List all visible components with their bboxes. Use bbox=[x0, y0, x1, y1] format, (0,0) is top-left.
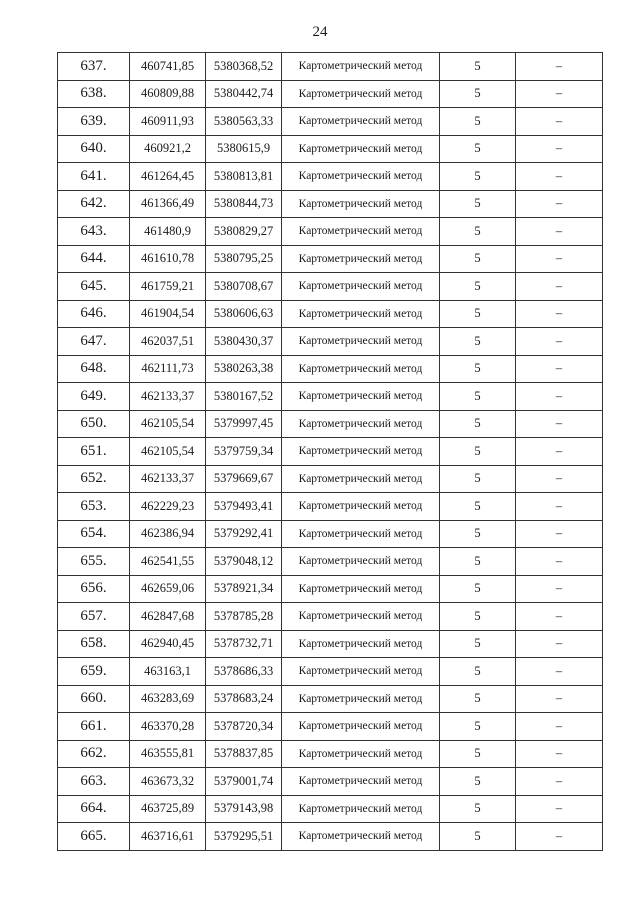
point-number-cell: 640. bbox=[58, 135, 130, 163]
y-coordinate-cell: 5380368,52 bbox=[206, 53, 282, 81]
y-coordinate-cell: 5380795,25 bbox=[206, 245, 282, 273]
point-number-cell: 652. bbox=[58, 465, 130, 493]
table-row bbox=[58, 630, 603, 658]
y-coordinate-cell: 5379997,45 bbox=[206, 410, 282, 438]
note-cell: – bbox=[516, 300, 603, 328]
x-coordinate-cell: 461610,78 bbox=[130, 245, 206, 273]
y-coordinate-cell: 5380442,74 bbox=[206, 80, 282, 108]
method-cell: Картометрический метод bbox=[282, 273, 440, 301]
method-cell: Картометрический метод bbox=[282, 245, 440, 273]
y-coordinate-cell: 5379143,98 bbox=[206, 795, 282, 823]
y-coordinate-cell: 5379292,41 bbox=[206, 520, 282, 548]
y-coordinate-cell: 5378921,34 bbox=[206, 575, 282, 603]
method-cell: Картометрический метод bbox=[282, 713, 440, 741]
x-coordinate-cell: 460741,85 bbox=[130, 53, 206, 81]
method-cell: Картометрический метод bbox=[282, 53, 440, 81]
accuracy-cell: 5 bbox=[440, 795, 516, 823]
y-coordinate-cell: 5380563,33 bbox=[206, 108, 282, 136]
note-cell: – bbox=[516, 108, 603, 136]
point-number-cell: 660. bbox=[58, 685, 130, 713]
x-coordinate-cell: 462659,06 bbox=[130, 575, 206, 603]
x-coordinate-cell: 460921,2 bbox=[130, 135, 206, 163]
x-coordinate-cell: 462229,23 bbox=[130, 493, 206, 521]
note-cell: – bbox=[516, 218, 603, 246]
method-cell: Картометрический метод bbox=[282, 740, 440, 768]
x-coordinate-cell: 463283,69 bbox=[130, 685, 206, 713]
y-coordinate-cell: 5378732,71 bbox=[206, 630, 282, 658]
accuracy-cell: 5 bbox=[440, 465, 516, 493]
note-cell: – bbox=[516, 603, 603, 631]
method-cell: Картометрический метод bbox=[282, 493, 440, 521]
accuracy-cell: 5 bbox=[440, 823, 516, 851]
point-number-cell: 646. bbox=[58, 300, 130, 328]
method-cell: Картометрический метод bbox=[282, 630, 440, 658]
accuracy-cell: 5 bbox=[440, 548, 516, 576]
accuracy-cell: 5 bbox=[440, 245, 516, 273]
table-row bbox=[58, 383, 603, 411]
point-number-cell: 661. bbox=[58, 713, 130, 741]
point-number-cell: 644. bbox=[58, 245, 130, 273]
method-cell: Картометрический метод bbox=[282, 795, 440, 823]
note-cell: – bbox=[516, 713, 603, 741]
method-cell: Картометрический метод bbox=[282, 658, 440, 686]
note-cell: – bbox=[516, 80, 603, 108]
point-number-cell: 641. bbox=[58, 163, 130, 191]
point-number-cell: 642. bbox=[58, 190, 130, 218]
accuracy-cell: 5 bbox=[440, 163, 516, 191]
accuracy-cell: 5 bbox=[440, 135, 516, 163]
point-number-cell: 647. bbox=[58, 328, 130, 356]
x-coordinate-cell: 462037,51 bbox=[130, 328, 206, 356]
note-cell: – bbox=[516, 768, 603, 796]
table-row bbox=[58, 190, 603, 218]
table-row bbox=[58, 273, 603, 301]
table-row bbox=[58, 603, 603, 631]
method-cell: Картометрический метод bbox=[282, 768, 440, 796]
accuracy-cell: 5 bbox=[440, 355, 516, 383]
note-cell: – bbox=[516, 53, 603, 81]
table-row bbox=[58, 520, 603, 548]
x-coordinate-cell: 461759,21 bbox=[130, 273, 206, 301]
table-row bbox=[58, 823, 603, 851]
table-row bbox=[58, 713, 603, 741]
accuracy-cell: 5 bbox=[440, 190, 516, 218]
accuracy-cell: 5 bbox=[440, 493, 516, 521]
accuracy-cell: 5 bbox=[440, 328, 516, 356]
y-coordinate-cell: 5379295,51 bbox=[206, 823, 282, 851]
table-row bbox=[58, 685, 603, 713]
point-number-cell: 657. bbox=[58, 603, 130, 631]
table-row bbox=[58, 53, 603, 81]
x-coordinate-cell: 463370,28 bbox=[130, 713, 206, 741]
y-coordinate-cell: 5378785,28 bbox=[206, 603, 282, 631]
accuracy-cell: 5 bbox=[440, 575, 516, 603]
x-coordinate-cell: 462111,73 bbox=[130, 355, 206, 383]
y-coordinate-cell: 5379759,34 bbox=[206, 438, 282, 466]
point-number-cell: 637. bbox=[58, 53, 130, 81]
point-number-cell: 656. bbox=[58, 575, 130, 603]
table-row bbox=[58, 493, 603, 521]
table-row bbox=[58, 328, 603, 356]
point-number-cell: 650. bbox=[58, 410, 130, 438]
accuracy-cell: 5 bbox=[440, 383, 516, 411]
table-row bbox=[58, 245, 603, 273]
note-cell: – bbox=[516, 328, 603, 356]
table-row bbox=[58, 768, 603, 796]
point-number-cell: 655. bbox=[58, 548, 130, 576]
point-number-cell: 659. bbox=[58, 658, 130, 686]
method-cell: Картометрический метод bbox=[282, 548, 440, 576]
point-number-cell: 645. bbox=[58, 273, 130, 301]
table-body bbox=[58, 53, 603, 851]
note-cell: – bbox=[516, 383, 603, 411]
x-coordinate-cell: 461904,54 bbox=[130, 300, 206, 328]
note-cell: – bbox=[516, 190, 603, 218]
table-row bbox=[58, 575, 603, 603]
method-cell: Картометрический метод bbox=[282, 575, 440, 603]
note-cell: – bbox=[516, 520, 603, 548]
x-coordinate-cell: 462133,37 bbox=[130, 383, 206, 411]
accuracy-cell: 5 bbox=[440, 410, 516, 438]
table-row bbox=[58, 795, 603, 823]
method-cell: Картометрический метод bbox=[282, 328, 440, 356]
method-cell: Картометрический метод bbox=[282, 80, 440, 108]
table-row bbox=[58, 135, 603, 163]
point-number-cell: 638. bbox=[58, 80, 130, 108]
y-coordinate-cell: 5380708,67 bbox=[206, 273, 282, 301]
method-cell: Картометрический метод bbox=[282, 438, 440, 466]
y-coordinate-cell: 5379001,74 bbox=[206, 768, 282, 796]
note-cell: – bbox=[516, 575, 603, 603]
point-number-cell: 649. bbox=[58, 383, 130, 411]
y-coordinate-cell: 5378686,33 bbox=[206, 658, 282, 686]
note-cell: – bbox=[516, 740, 603, 768]
y-coordinate-cell: 5379493,41 bbox=[206, 493, 282, 521]
method-cell: Картометрический метод bbox=[282, 218, 440, 246]
y-coordinate-cell: 5380167,52 bbox=[206, 383, 282, 411]
table-row bbox=[58, 548, 603, 576]
coordinates-table bbox=[57, 52, 603, 851]
accuracy-cell: 5 bbox=[440, 740, 516, 768]
table-row bbox=[58, 80, 603, 108]
accuracy-cell: 5 bbox=[440, 300, 516, 328]
x-coordinate-cell: 463716,61 bbox=[130, 823, 206, 851]
y-coordinate-cell: 5380813,81 bbox=[206, 163, 282, 191]
note-cell: – bbox=[516, 438, 603, 466]
method-cell: Картометрический метод bbox=[282, 603, 440, 631]
note-cell: – bbox=[516, 795, 603, 823]
x-coordinate-cell: 460809,88 bbox=[130, 80, 206, 108]
note-cell: – bbox=[516, 273, 603, 301]
x-coordinate-cell: 461480,9 bbox=[130, 218, 206, 246]
point-number-cell: 648. bbox=[58, 355, 130, 383]
x-coordinate-cell: 462133,37 bbox=[130, 465, 206, 493]
point-number-cell: 654. bbox=[58, 520, 130, 548]
note-cell: – bbox=[516, 548, 603, 576]
method-cell: Картометрический метод bbox=[282, 190, 440, 218]
table-row bbox=[58, 410, 603, 438]
x-coordinate-cell: 462105,54 bbox=[130, 438, 206, 466]
x-coordinate-cell: 462105,54 bbox=[130, 410, 206, 438]
accuracy-cell: 5 bbox=[440, 685, 516, 713]
accuracy-cell: 5 bbox=[440, 603, 516, 631]
table-row bbox=[58, 438, 603, 466]
y-coordinate-cell: 5380606,63 bbox=[206, 300, 282, 328]
point-number-cell: 658. bbox=[58, 630, 130, 658]
point-number-cell: 639. bbox=[58, 108, 130, 136]
y-coordinate-cell: 5378837,85 bbox=[206, 740, 282, 768]
note-cell: – bbox=[516, 658, 603, 686]
point-number-cell: 664. bbox=[58, 795, 130, 823]
note-cell: – bbox=[516, 245, 603, 273]
table-row bbox=[58, 740, 603, 768]
x-coordinate-cell: 463673,32 bbox=[130, 768, 206, 796]
method-cell: Картометрический метод bbox=[282, 135, 440, 163]
method-cell: Картометрический метод bbox=[282, 410, 440, 438]
accuracy-cell: 5 bbox=[440, 273, 516, 301]
note-cell: – bbox=[516, 685, 603, 713]
accuracy-cell: 5 bbox=[440, 108, 516, 136]
accuracy-cell: 5 bbox=[440, 713, 516, 741]
note-cell: – bbox=[516, 823, 603, 851]
method-cell: Картометрический метод bbox=[282, 383, 440, 411]
note-cell: – bbox=[516, 493, 603, 521]
point-number-cell: 651. bbox=[58, 438, 130, 466]
y-coordinate-cell: 5378720,34 bbox=[206, 713, 282, 741]
x-coordinate-cell: 461264,45 bbox=[130, 163, 206, 191]
accuracy-cell: 5 bbox=[440, 658, 516, 686]
accuracy-cell: 5 bbox=[440, 218, 516, 246]
y-coordinate-cell: 5380844,73 bbox=[206, 190, 282, 218]
x-coordinate-cell: 463163,1 bbox=[130, 658, 206, 686]
x-coordinate-cell: 463555,81 bbox=[130, 740, 206, 768]
note-cell: – bbox=[516, 465, 603, 493]
method-cell: Картометрический метод bbox=[282, 520, 440, 548]
method-cell: Картометрический метод bbox=[282, 300, 440, 328]
accuracy-cell: 5 bbox=[440, 630, 516, 658]
method-cell: Картометрический метод bbox=[282, 823, 440, 851]
table-row bbox=[58, 218, 603, 246]
y-coordinate-cell: 5380829,27 bbox=[206, 218, 282, 246]
y-coordinate-cell: 5380263,38 bbox=[206, 355, 282, 383]
point-number-cell: 665. bbox=[58, 823, 130, 851]
point-number-cell: 643. bbox=[58, 218, 130, 246]
note-cell: – bbox=[516, 135, 603, 163]
method-cell: Картометрический метод bbox=[282, 355, 440, 383]
x-coordinate-cell: 462940,45 bbox=[130, 630, 206, 658]
note-cell: – bbox=[516, 630, 603, 658]
x-coordinate-cell: 460911,93 bbox=[130, 108, 206, 136]
point-number-cell: 662. bbox=[58, 740, 130, 768]
y-coordinate-cell: 5378683,24 bbox=[206, 685, 282, 713]
table-row bbox=[58, 465, 603, 493]
method-cell: Картометрический метод bbox=[282, 685, 440, 713]
note-cell: – bbox=[516, 410, 603, 438]
accuracy-cell: 5 bbox=[440, 53, 516, 81]
method-cell: Картометрический метод bbox=[282, 465, 440, 493]
y-coordinate-cell: 5380615,9 bbox=[206, 135, 282, 163]
accuracy-cell: 5 bbox=[440, 768, 516, 796]
table-row bbox=[58, 658, 603, 686]
method-cell: Картометрический метод bbox=[282, 108, 440, 136]
table-row bbox=[58, 300, 603, 328]
y-coordinate-cell: 5379669,67 bbox=[206, 465, 282, 493]
table-row bbox=[58, 163, 603, 191]
y-coordinate-cell: 5380430,37 bbox=[206, 328, 282, 356]
accuracy-cell: 5 bbox=[440, 80, 516, 108]
accuracy-cell: 5 bbox=[440, 438, 516, 466]
x-coordinate-cell: 462847,68 bbox=[130, 603, 206, 631]
accuracy-cell: 5 bbox=[440, 520, 516, 548]
point-number-cell: 653. bbox=[58, 493, 130, 521]
table-row bbox=[58, 355, 603, 383]
page-number: 24 bbox=[312, 24, 328, 40]
x-coordinate-cell: 462541,55 bbox=[130, 548, 206, 576]
table-row bbox=[58, 108, 603, 136]
note-cell: – bbox=[516, 355, 603, 383]
x-coordinate-cell: 461366,49 bbox=[130, 190, 206, 218]
method-cell: Картометрический метод bbox=[282, 163, 440, 191]
point-number-cell: 663. bbox=[58, 768, 130, 796]
note-cell: – bbox=[516, 163, 603, 191]
x-coordinate-cell: 463725,89 bbox=[130, 795, 206, 823]
y-coordinate-cell: 5379048,12 bbox=[206, 548, 282, 576]
x-coordinate-cell: 462386,94 bbox=[130, 520, 206, 548]
